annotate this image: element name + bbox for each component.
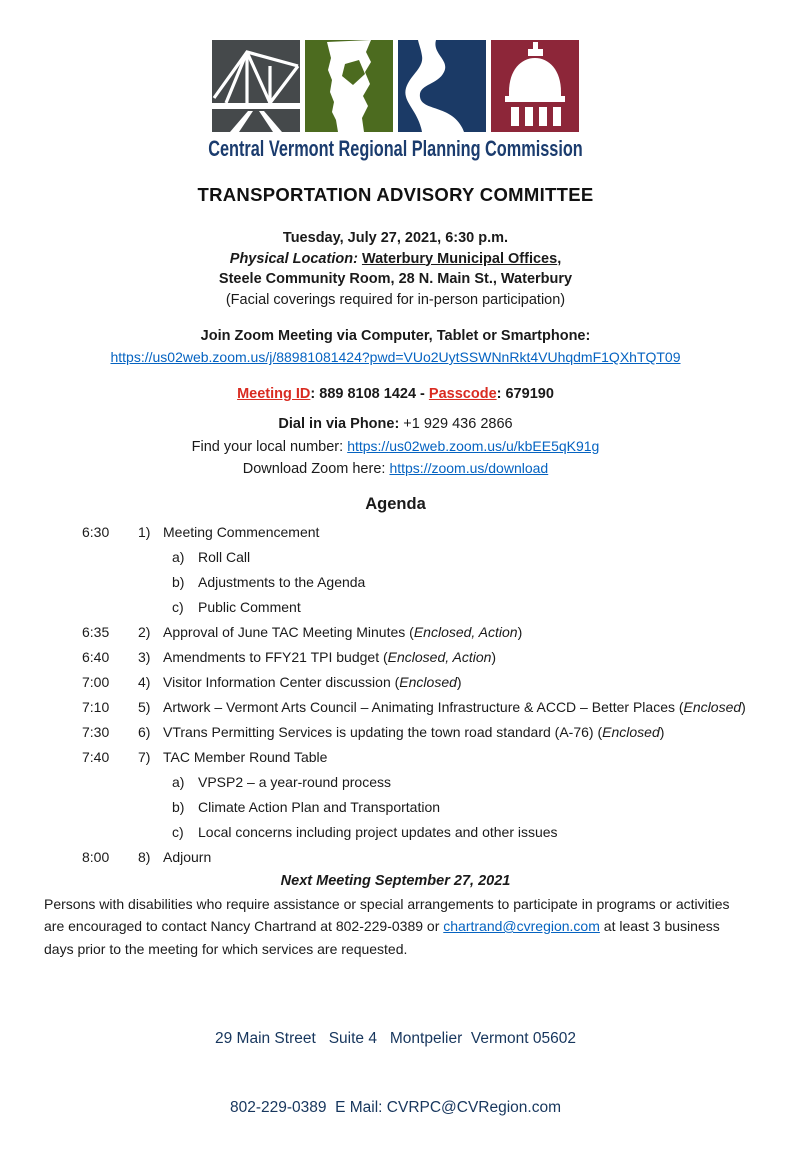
agenda-subitem <box>0 823 791 842</box>
download-label: Download Zoom here: <box>242 461 390 477</box>
agenda-text: Meeting Commencement <box>163 523 320 540</box>
agenda-marker: 6) <box>138 723 151 740</box>
agenda-item <box>0 723 791 742</box>
zoom-join-heading: Join Zoom Meeting via Computer, Tablet or Smartphone: <box>200 328 591 344</box>
footer <box>0 981 791 1165</box>
agenda-text: Amendments to FFY21 TPI budget (Enclosed, Action) <box>163 648 497 665</box>
meeting-location-line <box>0 249 791 270</box>
agenda-subitem <box>0 773 791 792</box>
dial-label: Dial in via Phone: <box>278 416 400 432</box>
agenda-text: Approval of June TAC Meeting Minutes (Enclosed, Action) <box>163 623 523 640</box>
agenda-sub-marker: b) <box>172 798 185 815</box>
vermont-map-icon <box>305 40 393 132</box>
agenda-subitem <box>0 798 791 817</box>
agenda-time: 7:30 <box>82 723 110 740</box>
download-line <box>0 458 791 481</box>
agenda-sub-text: Climate Action Plan and Transportation <box>198 798 441 815</box>
local-number-link[interactable]: https://us02web.zoom.us/u/kbEE5qK91g <box>347 437 600 454</box>
meeting-id-label: Meeting ID <box>237 386 311 402</box>
agenda-item <box>0 673 791 692</box>
agenda-subitem <box>0 598 791 617</box>
meeting-id-line <box>0 386 791 402</box>
winding-road-icon <box>398 40 486 132</box>
agenda-sub-marker: a) <box>172 773 185 790</box>
agenda-sub-text: Roll Call <box>198 548 251 565</box>
agenda-sub-text: Public Comment <box>198 598 301 615</box>
agenda-time: 7:10 <box>82 698 110 715</box>
agenda-marker: 3) <box>138 648 151 665</box>
footer-address: 29 Main Street Suite 4 Montpelier Vermont 05602 <box>214 1030 576 1047</box>
bridge-icon <box>212 40 300 132</box>
agenda-subitem <box>0 548 791 567</box>
agenda-marker: 7) <box>138 748 151 765</box>
agenda-time: 7:00 <box>82 673 110 690</box>
local-number-label: Find your local number: <box>191 438 348 455</box>
footer-contact: 802-229-0389 E Mail: CVRPC@CVRegion.com <box>229 1099 562 1116</box>
location-suffix: , <box>557 250 562 267</box>
agenda-item <box>0 848 791 867</box>
meeting-id-value: : 889 8108 1424 - <box>310 386 429 402</box>
download-zoom-link[interactable]: https://zoom.us/download <box>389 460 549 476</box>
passcode-label: Passcode <box>428 386 497 402</box>
zoom-join-block <box>0 326 791 369</box>
agenda-text: Visitor Information Center discussion (Enclosed) <box>163 673 462 690</box>
agenda-text: Adjourn <box>163 848 212 865</box>
dial-number: +1 929 436 2866 <box>399 416 513 432</box>
agenda-subitem <box>0 573 791 592</box>
agenda-text: TAC Member Round Table <box>163 748 328 765</box>
agenda-marker: 2) <box>138 623 151 640</box>
agenda-marker: 8) <box>138 848 151 865</box>
agenda-list <box>0 523 791 867</box>
dial-line <box>0 414 791 436</box>
agenda-time: 6:35 <box>82 623 110 640</box>
agenda-sub-text: Adjustments to the Agenda <box>198 573 366 590</box>
agenda-sub-text: VPSP2 – a year-round process <box>198 773 391 790</box>
agenda-item <box>0 648 791 667</box>
passcode-value: : 679190 <box>496 386 554 402</box>
agenda-item <box>0 623 791 642</box>
agenda-sub-marker: c) <box>172 823 184 840</box>
agenda-text: Artwork – Vermont Arts Council – Animating Infrastructure & ACCD – Better Places (Enclosed) <box>163 698 746 715</box>
agenda-sub-text: Local concerns including project updates and other issues <box>198 823 558 840</box>
agenda-item <box>0 698 791 717</box>
zoom-join-link[interactable]: https://us02web.zoom.us/j/88981081424?pwd=VUo2UytSSWNnRkt4VUhqdmF1QXhTQT09 <box>110 349 681 365</box>
location-label: Physical Location: <box>229 250 362 267</box>
dial-block <box>0 414 791 481</box>
local-number-line <box>0 436 791 459</box>
capitol-dome-icon <box>491 40 579 132</box>
next-meeting: Next Meeting September 27, 2021 <box>280 872 511 889</box>
agenda-text: VTrans Permitting Services is updating the town road standard (A-76) (Enclosed) <box>163 723 665 740</box>
agenda-item <box>0 523 791 542</box>
agenda-marker: 1) <box>138 523 151 540</box>
agenda-marker: 4) <box>138 673 151 690</box>
agenda-sub-marker: a) <box>172 548 185 565</box>
agenda-sub-marker: c) <box>172 598 184 615</box>
agenda-time: 7:40 <box>82 748 110 765</box>
org-name: Central Vermont Regional Planning Commission <box>208 136 583 161</box>
accessibility-paragraph: Persons with disabilities who require assistance or special arrangements to participate in programs or activities are encouraged to contact Nancy Chartrand at 802-229-0389 or chartrand@cvregion.com at least 3 business days prior to the meeting for which services are requested. <box>44 895 730 957</box>
cvrpc-logo <box>0 40 791 132</box>
email-link[interactable]: chartrand@cvregion.com <box>443 918 600 934</box>
agenda-marker: 5) <box>138 698 151 715</box>
agenda-item <box>0 748 791 767</box>
meeting-info <box>0 228 791 310</box>
agenda-sub-marker: b) <box>172 573 185 590</box>
agenda-time: 6:30 <box>82 523 110 540</box>
meeting-datetime: Tuesday, July 27, 2021, 6:30 p.m. <box>282 230 509 246</box>
agenda-time: 6:40 <box>82 648 110 665</box>
agenda-time: 8:00 <box>82 848 110 865</box>
covid-note: (Facial coverings required for in-person participation) <box>225 291 566 308</box>
meeting-room-line: Steele Community Room, 28 N. Main St., Waterbury <box>218 271 573 287</box>
location-name: Waterbury Municipal Offices <box>361 250 558 267</box>
agenda-heading: Agenda <box>365 494 426 513</box>
page-title: TRANSPORTATION ADVISORY COMMITTEE <box>197 184 594 205</box>
